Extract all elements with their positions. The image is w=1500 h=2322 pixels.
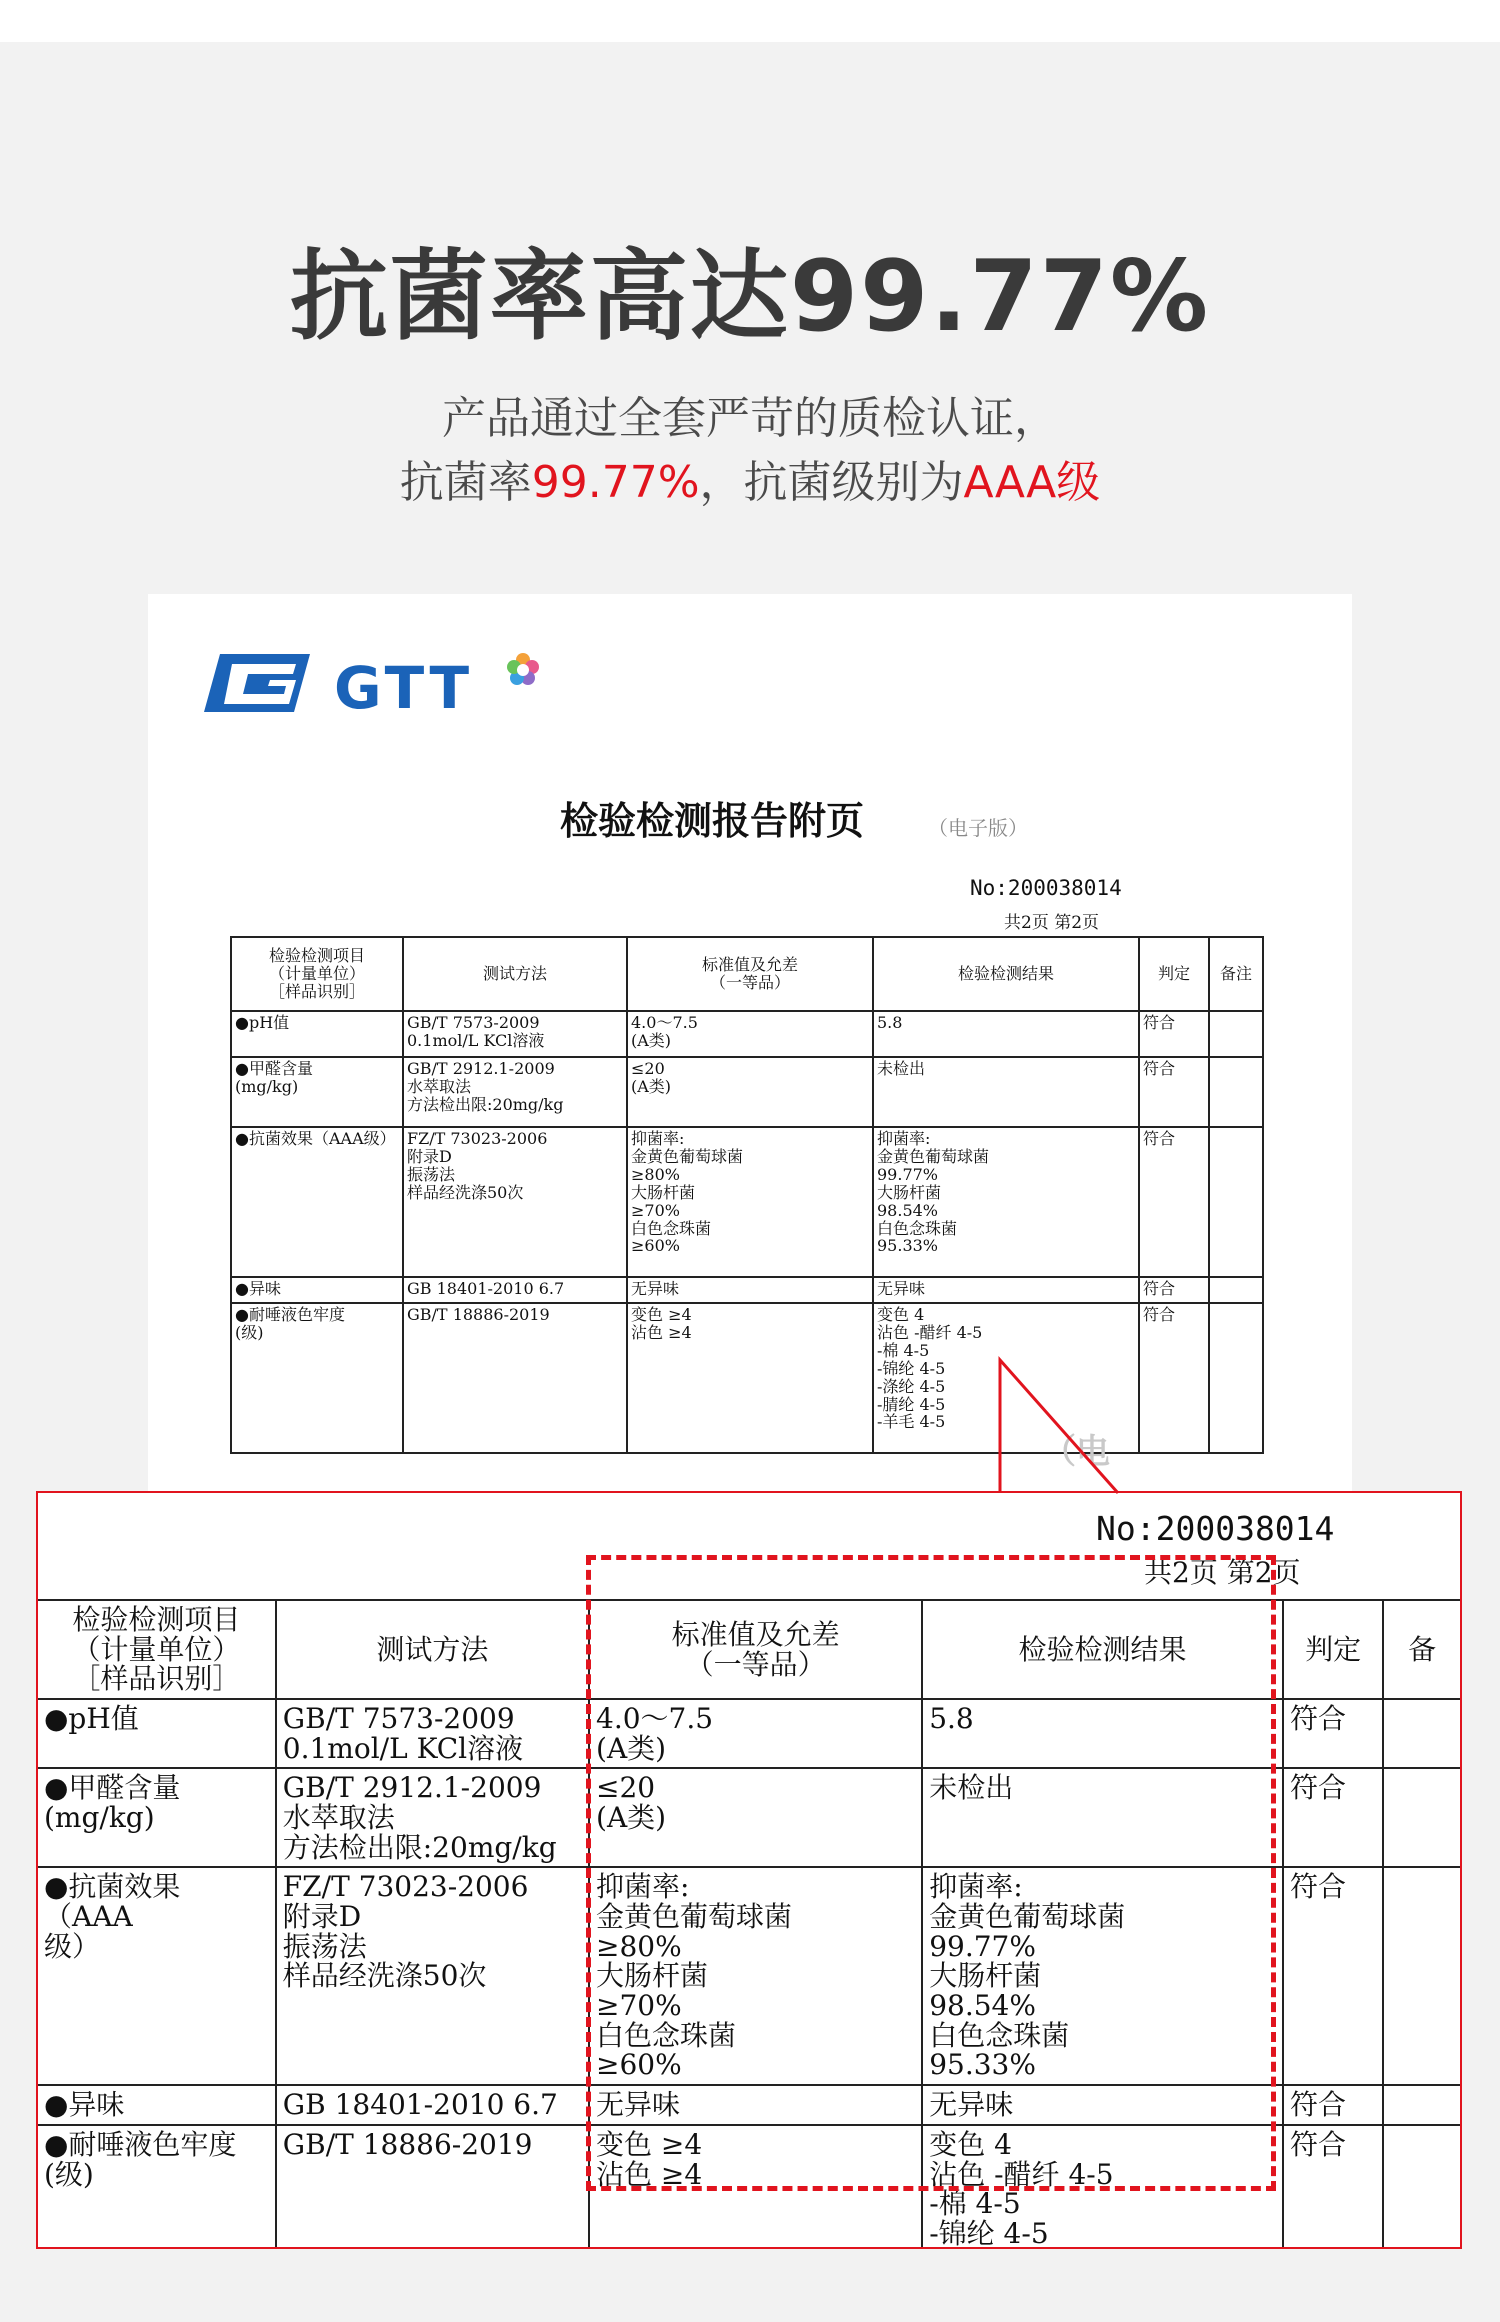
table-row bbox=[231, 1057, 1263, 1127]
zoom-header-method: 测试方法 bbox=[276, 1600, 589, 1699]
gtt-logo-icon bbox=[202, 650, 314, 716]
table-cell: 无异味 bbox=[627, 1277, 873, 1303]
table-cell: GB/T 7573-2009 0.1mol/L KCl溶液 bbox=[403, 1011, 627, 1057]
table-cell: 抑菌率: 金黄色葡萄球菌 99.77% 大肠杆菌 98.54% 白色念珠菌 95.33% bbox=[922, 1867, 1283, 2085]
table-row bbox=[37, 2125, 1461, 2249]
table-row bbox=[37, 1699, 1461, 1768]
report-number: No:200038014 bbox=[970, 876, 1122, 900]
table-cell: GB/T 2912.1-2009 水萃取法 方法检出限:20mg/kg bbox=[276, 1768, 589, 1867]
header-method: 测试方法 bbox=[403, 937, 627, 1011]
table-cell: 符合 bbox=[1139, 1127, 1209, 1277]
table-cell: 4.0～7.5 (A类) bbox=[627, 1011, 873, 1057]
header-item: 检验检测项目 （计量单位） ［样品识别］ bbox=[231, 937, 403, 1011]
table-row bbox=[231, 1277, 1263, 1303]
zoom-report-number: No:200038014 bbox=[1096, 1509, 1335, 1548]
table-cell: 5.8 bbox=[873, 1011, 1139, 1057]
headline: 抗菌率高达99.77% bbox=[289, 240, 1211, 354]
table-cell: FZ/T 73023-2006 附录D 振荡法 样品经洗涤50次 bbox=[403, 1127, 627, 1277]
table-cell: 符合 bbox=[1139, 1011, 1209, 1057]
table-cell: 未检出 bbox=[873, 1057, 1139, 1127]
report-page: 共2页 第2页 bbox=[1004, 913, 1100, 933]
report-title: 检验检测报告附页 bbox=[560, 798, 865, 843]
table-cell: 变色 4 沾色 -醋纤 4-5 -棉 4-5 -锦纶 4-5 -涤纶 4-5 -腈纶 4-5 -羊毛 4-5 bbox=[873, 1303, 1139, 1453]
table-cell: 未检出 bbox=[922, 1768, 1283, 1867]
flower-logo-icon bbox=[506, 652, 540, 686]
table-cell: 符合 bbox=[1139, 1277, 1209, 1303]
table-cell: 抑菌率: 金黄色葡萄球菌 ≥80% 大肠杆菌 ≥70% 白色念珠菌 ≥60% bbox=[627, 1127, 873, 1277]
zoom-report-page: 共2页 第2页 bbox=[1144, 1556, 1301, 1589]
top-strip bbox=[0, 0, 1500, 42]
table-row bbox=[231, 1011, 1263, 1057]
table-cell: 符合 bbox=[1139, 1057, 1209, 1127]
subtitle-line-1: 产品通过全套严苛的质检认证， bbox=[442, 393, 1058, 444]
table-cell bbox=[1209, 1127, 1263, 1277]
table-cell bbox=[1383, 1768, 1461, 1867]
table-cell bbox=[1383, 2085, 1461, 2125]
table-cell bbox=[1209, 1011, 1263, 1057]
table-cell: ●甲醛含量 (mg/kg) bbox=[231, 1057, 403, 1127]
table-cell: 符合 bbox=[1283, 1867, 1383, 2085]
report-edition-tag: （电子版） bbox=[928, 816, 1028, 840]
table-cell bbox=[1209, 1057, 1263, 1127]
table-cell: GB 18401-2010 6.7 bbox=[276, 2085, 589, 2125]
table-cell: 符合 bbox=[1283, 2125, 1383, 2249]
zoom-header-item: 检验检测项目 （计量单位） ［样品识别］ bbox=[37, 1600, 276, 1699]
report-table bbox=[230, 936, 1264, 1454]
table-cell: ●pH值 bbox=[231, 1011, 403, 1057]
table-cell: ≤20 (A类) bbox=[627, 1057, 873, 1127]
subtitle-line-2 bbox=[0, 446, 1500, 510]
table-cell: 变色 4 沾色 -醋纤 4-5 -棉 4-5 -锦纶 4-5 bbox=[922, 2125, 1283, 2249]
table-row bbox=[37, 1768, 1461, 1867]
header-standard: 标准值及允差 （一等品） bbox=[627, 937, 873, 1011]
table-cell bbox=[1209, 1303, 1263, 1453]
table-row bbox=[37, 2085, 1461, 2125]
table-cell: FZ/T 73023-2006 附录D 振荡法 样品经洗涤50次 bbox=[276, 1867, 589, 2085]
table-cell: 符合 bbox=[1283, 1768, 1383, 1867]
table-cell: GB/T 2912.1-2009 水萃取法 方法检出限:20mg/kg bbox=[403, 1057, 627, 1127]
header-result: 检验检测结果 bbox=[873, 937, 1139, 1011]
zoom-header-judgement: 判定 bbox=[1283, 1600, 1383, 1699]
table-cell: ●抗菌效果（AAA级） bbox=[231, 1127, 403, 1277]
table-cell: GB/T 18886-2019 bbox=[276, 2125, 589, 2249]
zoom-header-result: 检验检测结果 bbox=[922, 1600, 1283, 1699]
header-judgement: 判定 bbox=[1139, 937, 1209, 1011]
table-cell: ●异味 bbox=[231, 1277, 403, 1303]
table-cell: 变色 ≥4 沾色 ≥4 bbox=[627, 1303, 873, 1453]
header-remark: 备注 bbox=[1209, 937, 1263, 1011]
table-cell: 抑菌率: 金黄色葡萄球菌 99.77% 大肠杆菌 98.54% 白色念珠菌 95.33% bbox=[873, 1127, 1139, 1277]
table-cell: GB/T 18886-2019 bbox=[403, 1303, 627, 1453]
antibacterial-grade: AAA级 bbox=[963, 457, 1101, 508]
table-row bbox=[231, 1127, 1263, 1277]
table-cell: 符合 bbox=[1283, 1699, 1383, 1768]
electronic-watermark: （电 bbox=[1042, 1432, 1110, 1472]
table-cell: ≤20 (A类) bbox=[589, 1768, 922, 1867]
antibacterial-rate: 99.77% bbox=[531, 457, 700, 508]
table-cell: 无异味 bbox=[589, 2085, 922, 2125]
table-cell: 无异味 bbox=[922, 2085, 1283, 2125]
table-cell: 无异味 bbox=[873, 1277, 1139, 1303]
gtt-logo-text: GTT bbox=[334, 654, 474, 722]
table-cell: 4.0～7.5 (A类) bbox=[589, 1699, 922, 1768]
subtitle-prefix: 抗菌率 bbox=[399, 457, 532, 508]
table-row bbox=[37, 1867, 1461, 2085]
table-cell bbox=[1383, 1699, 1461, 1768]
table-cell: ●耐唾液色牢度 (级) bbox=[37, 2125, 276, 2249]
subtitle-mid: ，抗菌级别为 bbox=[699, 457, 964, 508]
table-cell: GB/T 7573-2009 0.1mol/L KCl溶液 bbox=[276, 1699, 589, 1768]
table-cell: ●pH值 bbox=[37, 1699, 276, 1768]
table-cell: GB 18401-2010 6.7 bbox=[403, 1277, 627, 1303]
table-cell: 符合 bbox=[1139, 1303, 1209, 1453]
zoom-header-remark: 备 bbox=[1383, 1600, 1461, 1699]
zoom-report-table bbox=[36, 1599, 1462, 2249]
table-cell: ●抗菌效果（AAA 级） bbox=[37, 1867, 276, 2085]
zoom-callout bbox=[36, 1491, 1462, 2249]
table-cell: ●异味 bbox=[37, 2085, 276, 2125]
table-cell: 抑菌率: 金黄色葡萄球菌 ≥80% 大肠杆菌 ≥70% 白色念珠菌 ≥60% bbox=[589, 1867, 922, 2085]
table-cell: 变色 ≥4 沾色 ≥4 bbox=[589, 2125, 922, 2249]
table-cell bbox=[1383, 2125, 1461, 2249]
table-cell: 5.8 bbox=[922, 1699, 1283, 1768]
zoom-header-standard: 标准值及允差 （一等品） bbox=[589, 1600, 922, 1699]
table-cell: ●耐唾液色牢度 (级) bbox=[231, 1303, 403, 1453]
table-cell bbox=[1383, 1867, 1461, 2085]
table-cell bbox=[1209, 1277, 1263, 1303]
table-cell: 符合 bbox=[1283, 2085, 1383, 2125]
table-cell: ●甲醛含量 (mg/kg) bbox=[37, 1768, 276, 1867]
